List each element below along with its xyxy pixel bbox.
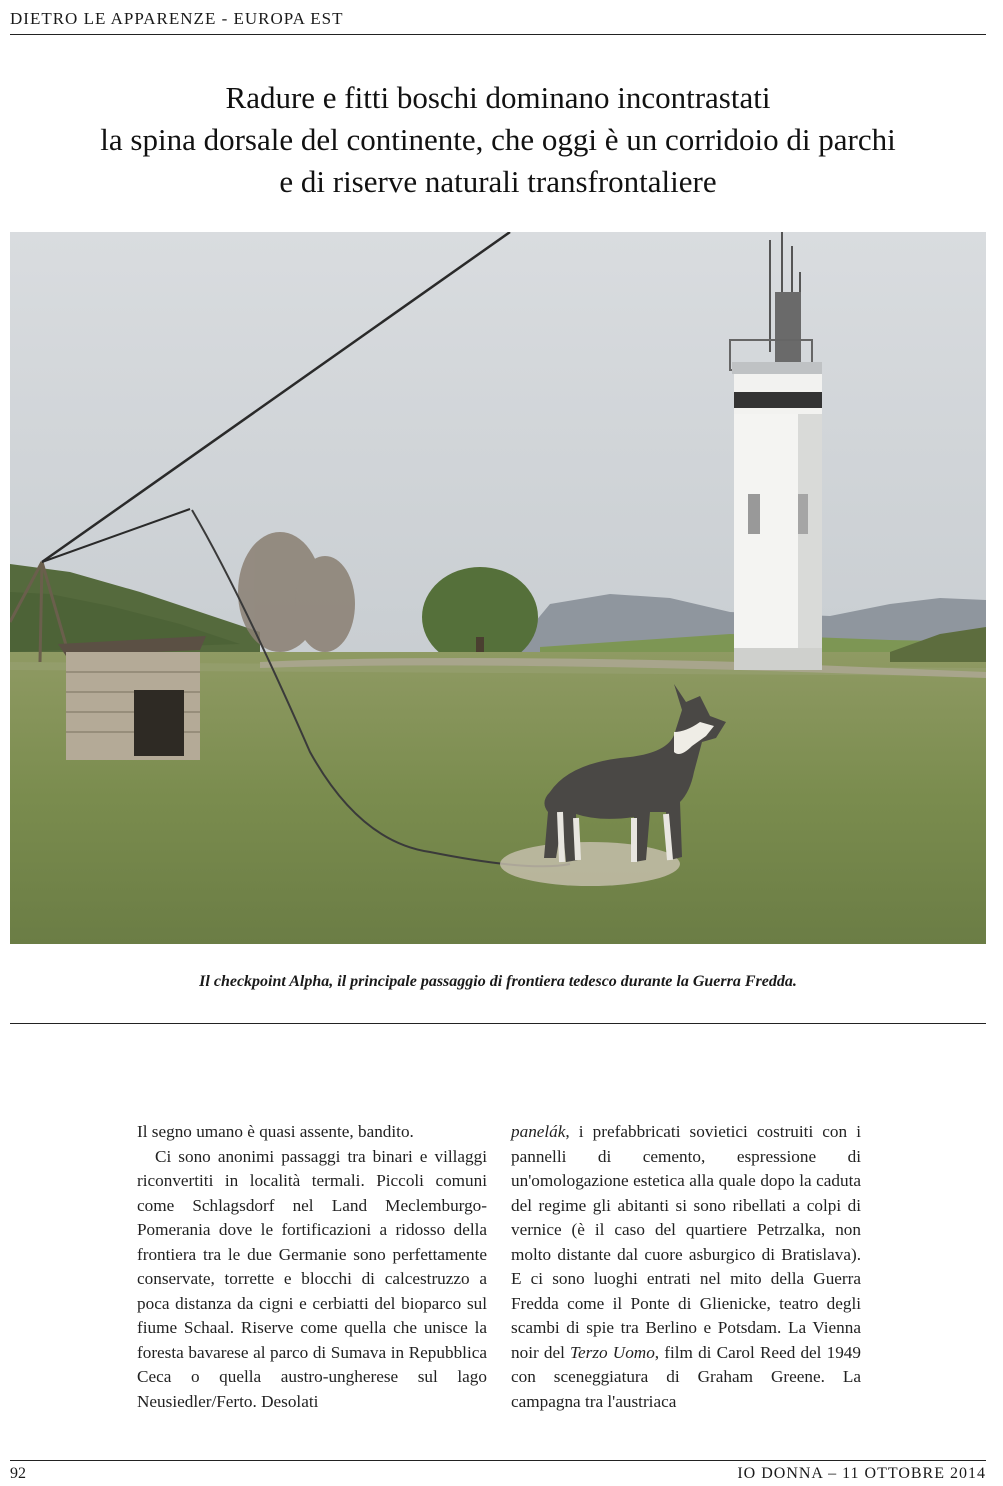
- photo-caption: Il checkpoint Alpha, il principale passaggio di frontiera tedesco durante la Guerra Fredda.: [199, 973, 797, 990]
- headline: [10, 77, 986, 203]
- top-rule: [10, 34, 986, 35]
- body-paragraph: Ci sono anonimi passaggi tra binari e villaggi riconvertiti in località termali. Piccoli comuni come Schlagsdorf nel Land Meclemburgo-Pomerania dove le fortificazioni a ridosso della frontiera tra le due Germanie sono perfettamente conservate, torrette e blocchi di calcestruzzo a poca distanza da cigni e cerbiatti del bioparco sul fiume Schaal. Riserve come quella che unisce la foresta bavarese al parco di Sumava in Repubblica Ceca o quella austro-ungherese sul lago Neusiedler/Ferto. Desolati: [137, 1146, 487, 1411]
- body-text: , i prefabbricati sovietici costruiti con i pannelli di cemento, espressione di un'omologazione estetica alla quale dopo la caduta del regime gli abitanti si sono ribellati a colpi di vernice (è il caso del quartiere Petrzalka, non molto distante dal cuore asburgico di Bratislava). E ci sono luoghi entrati nel mito della Guerra Fredda come il Ponte di Glienicke, teatro degli scambi di spie tra Berlino e Potsdam. La Vienna noir del: [511, 1122, 861, 1362]
- headline-line-2: la spina dorsale del continente, che oggi è un corridoio di parchi: [100, 122, 896, 157]
- body-text: , film di Carol Reed del 1949 con sceneggiatura di Graham Greene. La campagna tra l'austriaca: [511, 1342, 861, 1411]
- publication-line: IO DONNA – 11 OTTOBRE 2014: [737, 1465, 986, 1482]
- body-column-left: [137, 1120, 487, 1414]
- body-column-right: [511, 1120, 861, 1414]
- caption-rule: [10, 1023, 986, 1024]
- footer-rule: [10, 1460, 986, 1461]
- headline-line-3: e di riserve naturali transfrontaliere: [279, 164, 717, 199]
- headline-line-1: Radure e fitti boschi dominano incontrastati: [225, 80, 771, 115]
- italic-term-panelak: panelák: [511, 1122, 566, 1141]
- doghouse: [58, 636, 206, 760]
- body-paragraph: [511, 1120, 861, 1414]
- section-label: DIETRO LE APPARENZE - EUROPA EST: [10, 9, 344, 28]
- checkpoint-photo: [10, 232, 986, 944]
- italic-film-title: Terzo Uomo: [570, 1342, 655, 1362]
- body-paragraph: Il segno umano è quasi assente, bandito.: [137, 1122, 414, 1141]
- page-number: 92: [10, 1465, 26, 1482]
